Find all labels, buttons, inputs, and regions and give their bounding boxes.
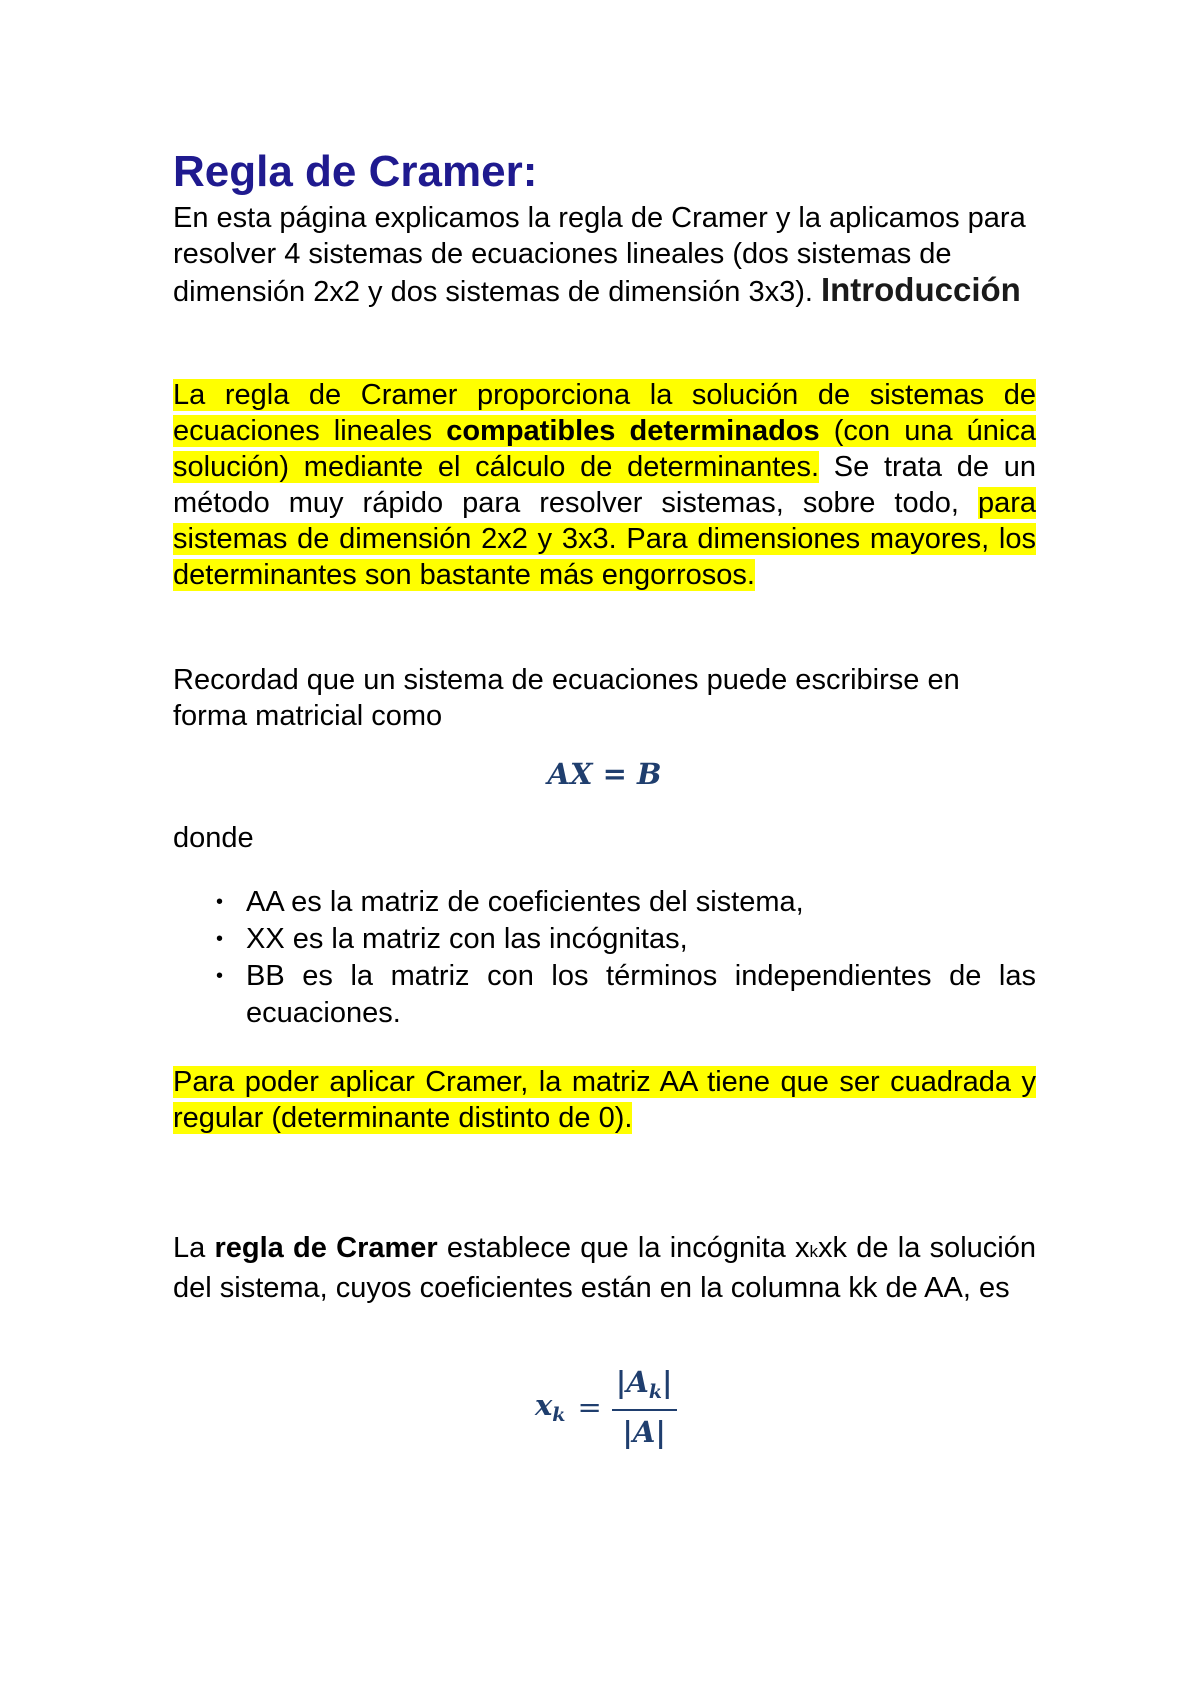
lhs-subscript: k (552, 1404, 566, 1426)
plain-text: Se trata de un método muy rápido para resolver sistemas, sobre todo, (173, 451, 1036, 519)
list-item (173, 958, 1036, 1032)
matrix-form-paragraph: Recordad que un sistema de ecuaciones puede escribirse en forma matricial como (173, 664, 960, 732)
numerator-subscript: k (648, 1381, 663, 1403)
plain-text: La (173, 1232, 215, 1264)
formula-lhs (535, 1388, 565, 1426)
numerator-open: |A (615, 1365, 649, 1399)
matrix-equation: AX = B (547, 757, 662, 791)
definition-list (173, 884, 1036, 1032)
list-item-text: AA es la matriz de coeficientes del sistema, (246, 886, 804, 918)
highlight-text: para sistemas de dimensión 2x2 y 3x3. Para dimensiones mayores, los determinantes son bastante más engorrosos. (173, 487, 1036, 591)
list-item-text: BB es la matriz con los términos independientes de las ecuaciones. (246, 960, 1036, 1029)
lhs-variable: x (535, 1388, 553, 1422)
fraction-denominator: |A| (622, 1415, 666, 1449)
highlight-text: (con una única solución) mediante el cálculo de determinantes. (173, 415, 1036, 483)
intro-paragraph (173, 200, 1036, 310)
cramer-description-paragraph (173, 377, 1036, 593)
fraction (612, 1365, 677, 1449)
bold-highlight-text: compatibles determinados (446, 415, 820, 447)
bullet-icon: • (216, 928, 224, 950)
highlight-text: Para poder aplicar Cramer, la matriz AA tiene que ser cuadrada y regular (determinante distinto de 0). (173, 1066, 1036, 1134)
list-item (173, 884, 1036, 921)
list-item-text: XX es la matriz con las incógnitas, (246, 923, 688, 955)
formula-row (535, 1365, 677, 1449)
bold-text: regla de Cramer (214, 1232, 438, 1264)
page-title: Regla de Cramer: (173, 147, 538, 196)
list-item (173, 921, 1036, 958)
cramer-rule-paragraph (173, 1230, 1036, 1307)
fraction-numerator (612, 1365, 677, 1411)
numerator-close: | (662, 1365, 673, 1399)
donde-text: donde (173, 822, 254, 854)
bullet-icon: • (216, 965, 224, 987)
requirement-paragraph (173, 1064, 1036, 1136)
equals-sign: = (577, 1390, 602, 1424)
plain-text: establece que la incógnita x (437, 1232, 810, 1264)
subscript-text: k (809, 1242, 819, 1261)
bullet-icon: • (216, 891, 224, 913)
plain-text: xk de la solución del sistema, cuyos coeficientes están en la columna kk de AA, es (173, 1232, 1036, 1304)
intro-text: En esta página explicamos la regla de Cramer y la aplicamos para resolver 4 sistemas de ecuaciones lineales (dos sistemas de dimensión 2x2 y dos sistemas de dimensión 3x3). (173, 202, 1026, 308)
highlight-text: La regla de Cramer proporciona la solución de sistemas de ecuaciones lineales (173, 379, 1036, 447)
section-heading-introduccion: Introducción (820, 271, 1021, 308)
